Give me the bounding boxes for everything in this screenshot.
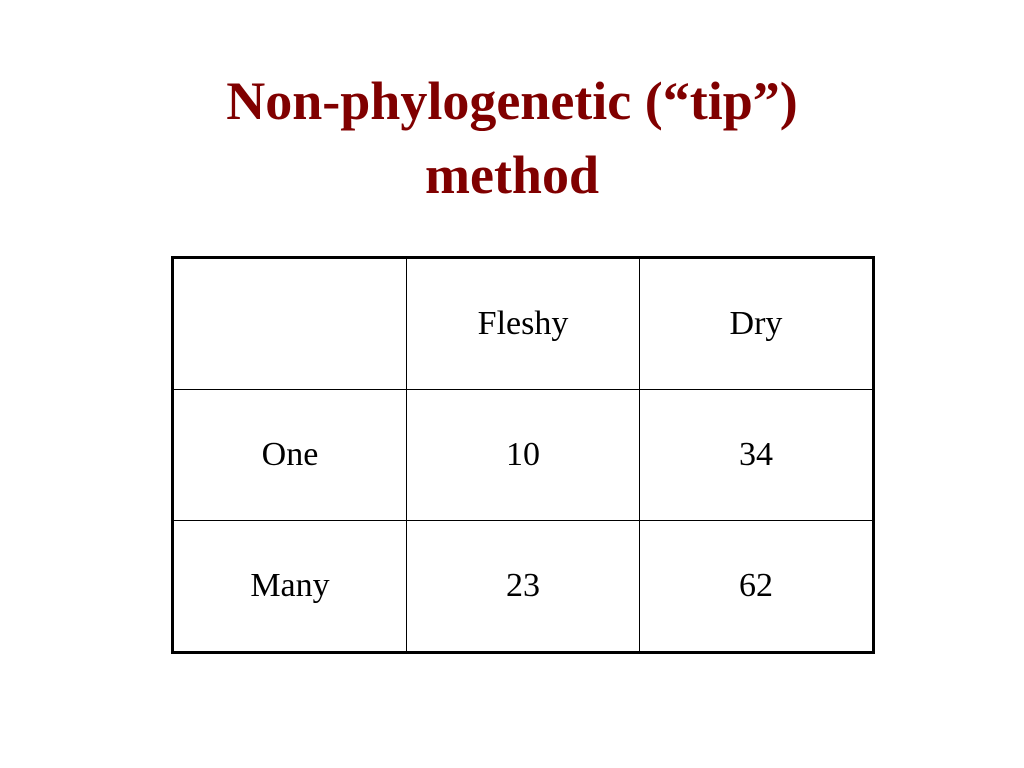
slide-title: [0, 64, 1024, 212]
row-label-many: Many: [173, 521, 407, 653]
table-header-dry: Dry: [640, 258, 874, 390]
table-cell: 23: [407, 521, 640, 653]
table-cell: 10: [407, 390, 640, 521]
table-row: [173, 521, 874, 653]
table-row: [173, 390, 874, 521]
table-header-corner: [173, 258, 407, 390]
contingency-table: [171, 256, 875, 654]
slide-title-line-1: Non-phylogenetic (“tip”): [226, 71, 798, 131]
table-header-row: [173, 258, 874, 390]
slide-title-line-2: method: [425, 145, 599, 205]
table-cell: 34: [640, 390, 874, 521]
table-cell: 62: [640, 521, 874, 653]
table-header-fleshy: Fleshy: [407, 258, 640, 390]
row-label-one: One: [173, 390, 407, 521]
